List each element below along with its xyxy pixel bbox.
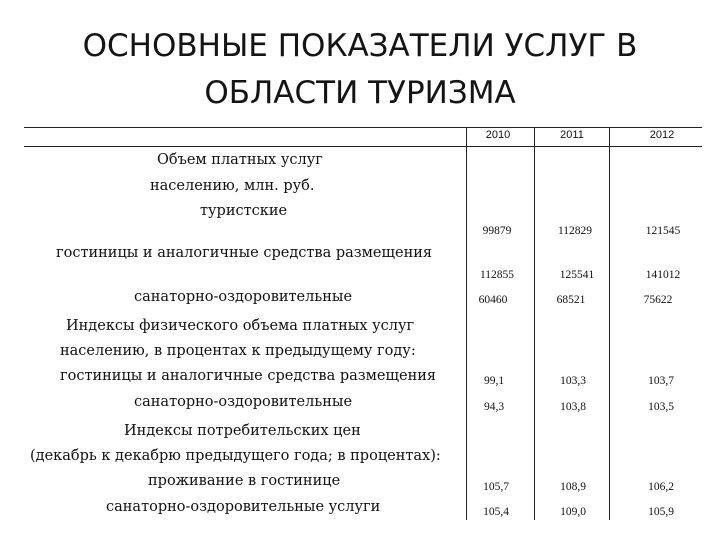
label-cpi-accommodation: проживание в гостинице (148, 473, 341, 489)
cell-cpi-accommodation-2012: 106,2 (648, 481, 674, 493)
label-cpi-sanatorium: санаторно-оздоровительные услуги (106, 499, 381, 515)
label-phys-line1: Индексы физического объема платных услуг (66, 318, 415, 334)
table-top-rule (24, 127, 702, 128)
year-header-2012: 2012 (649, 129, 675, 141)
cell-cpi-sanatorium-2010: 105,4 (483, 506, 509, 518)
label-sanatorium: санаторно-оздоровительные (134, 289, 353, 305)
cell-hotels-2011: 125541 (559, 269, 595, 281)
cell-cpi-sanatorium-2011: 109,0 (560, 506, 586, 518)
table-column-divider-2 (534, 127, 535, 520)
cell-sanatorium-2012: 75622 (643, 294, 673, 306)
cell-tourist-2011: 112829 (557, 225, 593, 237)
cell-cpi-accommodation-2010: 105,7 (483, 481, 509, 493)
page-title-line-2: ОБЛАСТИ ТУРИЗМА (204, 75, 516, 111)
label-phys-hotels: гостиницы и аналогичные средства размещения (60, 368, 437, 384)
label-phys-sanatorium: санаторно-оздоровительные (134, 394, 353, 410)
label-tourist: туристские (200, 203, 288, 219)
cell-phys-hotels-2011: 103,3 (560, 375, 586, 387)
cell-sanatorium-2010: 60460 (478, 294, 508, 306)
label-phys-line2: населению, в процентах к предыдущему году: (60, 343, 416, 359)
cell-cpi-accommodation-2011: 108,9 (560, 481, 586, 493)
year-header-2010: 2010 (485, 129, 511, 141)
cell-phys-hotels-2012: 103,7 (648, 375, 674, 387)
year-header-2011: 2011 (560, 129, 584, 141)
cell-hotels-2012: 141012 (645, 269, 681, 281)
table-column-divider-1 (466, 127, 467, 520)
cell-phys-sanatorium-2012: 103,5 (648, 401, 674, 413)
label-volume-line1: Объем платных услуг (157, 152, 323, 168)
table-header-rule (24, 146, 702, 147)
table-column-divider-3 (609, 127, 610, 520)
cell-sanatorium-2011: 68521 (556, 294, 586, 306)
cell-phys-sanatorium-2011: 103,8 (560, 401, 586, 413)
label-cpi-line1: Индексы потребительских цен (124, 423, 361, 439)
label-hotels: гостиницы и аналогичные средства размещения (56, 245, 433, 261)
cell-tourist-2010: 99879 (482, 225, 512, 237)
label-volume-line2: населению, млн. руб. (150, 178, 315, 194)
label-cpi-line2: (декабрь к декабрю предыдущего года; в процентах): (30, 448, 441, 464)
cell-cpi-sanatorium-2012: 105,9 (648, 506, 674, 518)
cell-phys-sanatorium-2010: 94,3 (483, 401, 505, 413)
cell-hotels-2010: 112855 (479, 269, 515, 281)
cell-tourist-2012: 121545 (645, 225, 681, 237)
page-title-line-1: ОСНОВНЫЕ ПОКАЗАТЕЛИ УСЛУГ В (82, 28, 638, 64)
cell-phys-hotels-2010: 99,1 (483, 375, 505, 387)
